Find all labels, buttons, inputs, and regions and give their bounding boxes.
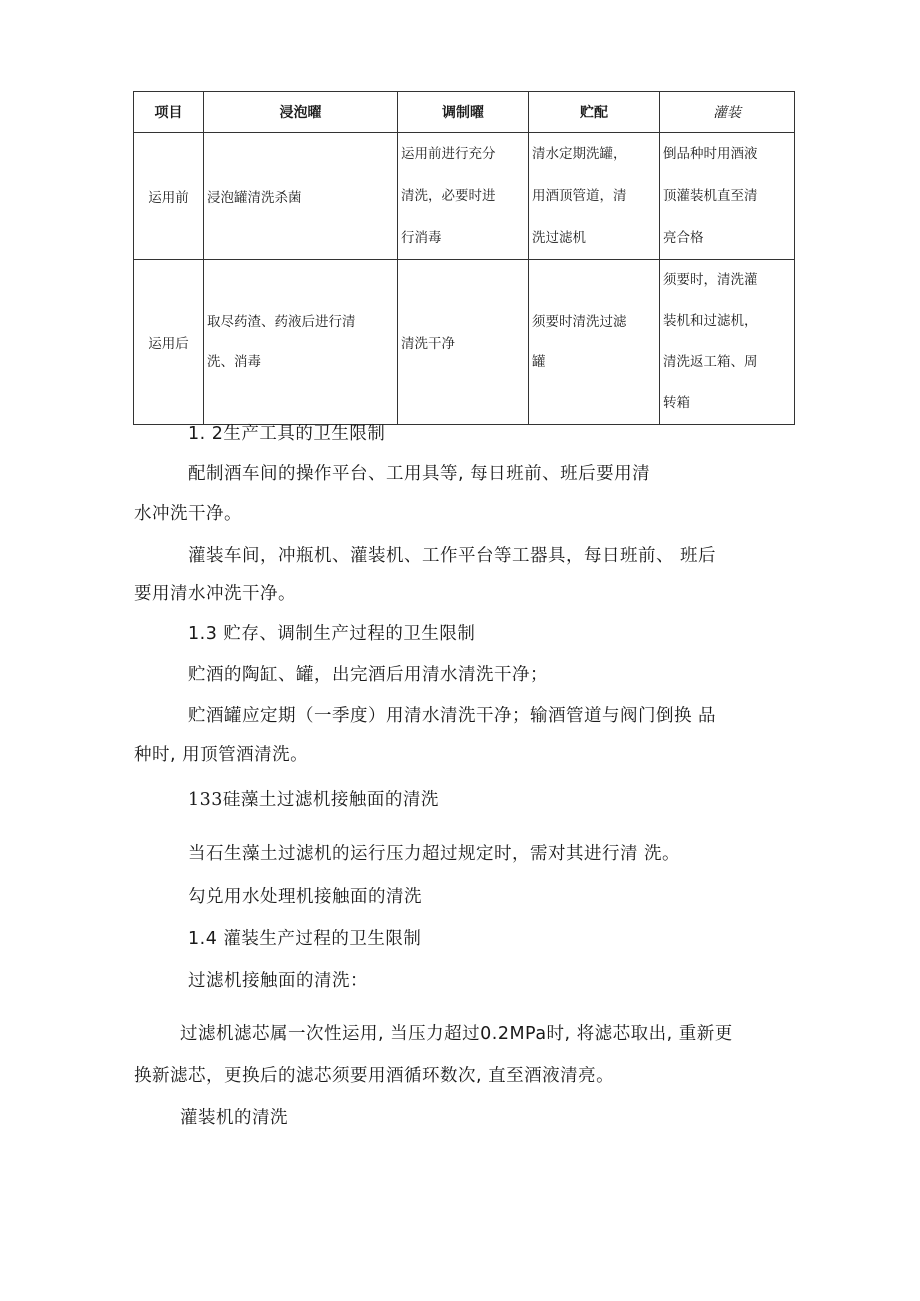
table-cell [529,133,660,260]
section-heading: 1. 2生产工具的卫生限制 [188,424,386,444]
table-cell [660,260,795,425]
cell-line: 用酒顶管道，清 [532,188,627,204]
table-cell [660,133,795,260]
table-cell [204,260,398,425]
header-filling: 灌装 [660,92,795,133]
cell-line: 取尽药渣、药液后进行清 [207,314,356,330]
header-soak: 浸泡曜 [204,92,398,133]
paragraph-line: 换新滤芯，更换后的滤芯须要用酒循环数次, 直至酒液清亮。 [134,1066,615,1086]
table-cell [204,133,398,260]
paragraph-line: 当石生藻土过滤机的运行压力超过规定时，需对其进行清 洗。 [188,844,681,864]
cell-line: 行消毒 [401,230,442,246]
hygiene-table [133,91,795,425]
section-heading: 1.3 贮存、调制生产过程的卫生限制 [188,624,476,644]
cell-line: 顶灌装机直至清 [663,188,758,204]
paragraph-line: 水冲洗干净。 [134,504,242,524]
header-item: 项目 [134,92,204,133]
section-heading: 灌装机的清洗 [180,1108,288,1128]
cell-line: 运用前进行充分 [401,146,496,162]
paragraph-line: 过滤机滤芯属一次性运用, 当压力超过0.2MPa时, 将滤芯取出, 重新更 [180,1024,733,1044]
paragraph-line: 种时, 用顶管酒清洗。 [134,745,309,765]
cell-line: 须要时清洗过滤 [532,314,627,330]
paragraph-line: 要用清水冲洗干净。 [134,584,296,604]
cell-line: 清水定期洗罐， [532,146,627,162]
cell-line: 亮合格 [663,230,704,246]
section-heading: 勾兑用水处理机接触面的清洗 [188,887,422,907]
table-header-row [134,92,795,133]
cell-line: 清洗，必要时进 [401,188,496,204]
table-cell [529,260,660,425]
cell-line: 转箱 [663,395,690,411]
paragraph-line: 过滤机接触面的清洗： [188,971,368,991]
header-storage: 贮配 [529,92,660,133]
paragraph-line: 贮酒罐应定期（一季度）用清水清洗干净；输酒管道与阀门倒换 品 [188,706,717,726]
table-cell [398,133,529,260]
cell-line: 罐 [532,354,546,370]
section-heading: 133硅藻土过滤机接触面的清洗 [188,790,439,810]
row-label: 运用前 [134,133,204,260]
cell-line: 须要时，清洗灌 [663,272,758,288]
cell-line: 倒品种时用酒液 [663,146,758,162]
table-row [134,133,795,260]
row-label: 运用后 [134,260,204,425]
cell-line: 洗、消毒 [207,354,261,370]
section-heading: 1.4 灌装生产过程的卫生限制 [188,929,422,949]
cell-line: 装机和过滤机， [663,313,758,329]
table-row [134,260,795,425]
paragraph-line: 配制酒车间的操作平台、工用具等, 每日班前、班后要用清 [188,464,651,484]
paragraph-line: 灌装车间，冲瓶机、灌装机、工作平台等工器具，每日班前、 班后 [188,546,717,566]
paragraph-line: 贮酒的陶缸、罐，出完酒后用清水清洗干净； [188,665,548,685]
cell-line: 洗过滤机 [532,230,586,246]
cell-line: 浸泡罐清洗杀菌 [207,190,302,206]
cell-line: 清洗干净 [401,336,455,352]
table-cell [398,260,529,425]
cell-line: 清洗返工箱、周 [663,354,758,370]
header-blend: 调制曜 [398,92,529,133]
